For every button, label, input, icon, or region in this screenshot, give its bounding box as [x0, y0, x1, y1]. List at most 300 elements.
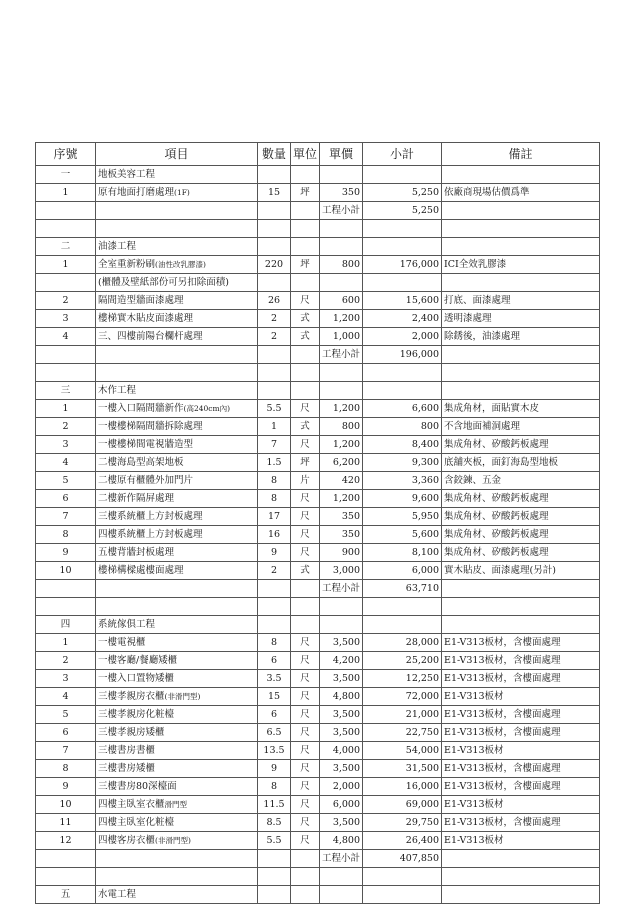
unit: 尺 [291, 490, 320, 508]
row-number: 8 [36, 526, 96, 544]
remark: E1-V313板材 [442, 832, 600, 850]
remark: 集成角材、矽酸鈣板處理 [442, 436, 600, 454]
empty-cell [291, 238, 320, 256]
row-subtotal: 176,000 [363, 256, 442, 274]
row-subtotal: 25,200 [363, 652, 442, 670]
section-header-row [36, 886, 600, 904]
table-row [36, 688, 600, 706]
row-subtotal: 69,000 [363, 796, 442, 814]
table-row [36, 634, 600, 652]
item-name [96, 706, 258, 724]
remark: 集成角材、矽酸鈣板處理 [442, 508, 600, 526]
section-total: 5,250 [363, 202, 442, 220]
unit: 尺 [291, 544, 320, 562]
empty-cell [96, 346, 258, 364]
subtotal-row [36, 202, 600, 220]
table-row [36, 472, 600, 490]
item-spec: (油性改乳膠漆) [155, 260, 206, 269]
item-spec: (非滑門型) [164, 692, 201, 701]
item-text: 三樓書房矮櫃 [98, 763, 156, 774]
remark: E1-V313板材，含樓面處理 [442, 706, 600, 724]
row-number: 4 [36, 688, 96, 706]
table-row [36, 778, 600, 796]
empty-cell [96, 220, 258, 238]
empty-cell [442, 598, 600, 616]
note-row [36, 274, 600, 292]
row-subtotal: 2,400 [363, 310, 442, 328]
unit: 尺 [291, 652, 320, 670]
row-subtotal: 72,000 [363, 688, 442, 706]
unit: 尺 [291, 634, 320, 652]
remark: E1-V313板材，含樓面處理 [442, 670, 600, 688]
item-text: 樓梯實木貼皮面漆處理 [98, 313, 194, 324]
section-total: 196,000 [363, 346, 442, 364]
empty-cell [320, 220, 363, 238]
item-name [96, 328, 258, 346]
empty-cell [291, 220, 320, 238]
item-name [96, 796, 258, 814]
quantity: 6.5 [258, 724, 291, 742]
table-row [36, 400, 600, 418]
item-name [96, 670, 258, 688]
subtotal-label: 工程小計 [320, 850, 363, 868]
unit-price: 3,500 [320, 760, 363, 778]
empty-cell [36, 850, 96, 868]
unit: 尺 [291, 400, 320, 418]
unit-price: 4,200 [320, 652, 363, 670]
quantity: 13.5 [258, 742, 291, 760]
unit-price: 3,500 [320, 670, 363, 688]
empty-cell [258, 886, 291, 904]
unit: 尺 [291, 292, 320, 310]
empty-cell [442, 382, 600, 400]
empty-cell [258, 850, 291, 868]
table-row [36, 724, 600, 742]
remark: 集成角材，面貼實木皮 [442, 400, 600, 418]
row-number: 1 [36, 256, 96, 274]
quantity: 6 [258, 706, 291, 724]
quantity: 2 [258, 328, 291, 346]
row-number: 3 [36, 310, 96, 328]
empty-cell [442, 850, 600, 868]
quantity: 9 [258, 544, 291, 562]
remark: 不含地面補洞處理 [442, 418, 600, 436]
section-header-row [36, 238, 600, 256]
item-name [96, 652, 258, 670]
empty-cell [96, 850, 258, 868]
table-row [36, 832, 600, 850]
table-row [36, 490, 600, 508]
remark: E1-V313板材，含樓面處理 [442, 634, 600, 652]
item-text: 四樓系統櫃上方封板處理 [98, 529, 203, 540]
remark: 含鉸鍊、五金 [442, 472, 600, 490]
quantity: 6 [258, 652, 291, 670]
item-text: 一樓客廳/餐廳矮櫃 [98, 655, 178, 666]
item-text: 一樓電視櫃 [98, 637, 146, 648]
empty-cell [363, 364, 442, 382]
unit-price: 1,200 [320, 436, 363, 454]
item-text: 二樓新作隔屏處理 [98, 493, 175, 504]
row-subtotal: 28,000 [363, 634, 442, 652]
row-number: 4 [36, 454, 96, 472]
quantity: 8 [258, 778, 291, 796]
item-name [96, 724, 258, 742]
unit: 坪 [291, 184, 320, 202]
unit-price: 1,000 [320, 328, 363, 346]
item-name [96, 634, 258, 652]
row-number: 6 [36, 490, 96, 508]
item-name [96, 436, 258, 454]
empty-cell [36, 580, 96, 598]
remark: E1-V313板材，含樓面處理 [442, 724, 600, 742]
item-name [96, 256, 258, 274]
quantity: 8 [258, 472, 291, 490]
remark: ICI全效乳膠漆 [442, 256, 600, 274]
table-row [36, 652, 600, 670]
item-name [96, 400, 258, 418]
row-number: 9 [36, 544, 96, 562]
empty-cell [363, 238, 442, 256]
row-number: 7 [36, 742, 96, 760]
item-name [96, 472, 258, 490]
quantity: 15 [258, 688, 291, 706]
unit-price: 3,500 [320, 634, 363, 652]
empty-cell [96, 580, 258, 598]
table-row [36, 184, 600, 202]
item-text: 五樓背牆封板處理 [98, 547, 175, 558]
remark: 透明漆處理 [442, 310, 600, 328]
empty-cell [442, 580, 600, 598]
subtotal-label: 工程小計 [320, 202, 363, 220]
row-subtotal: 5,950 [363, 508, 442, 526]
subtotal-label: 工程小計 [320, 580, 363, 598]
row-number: 1 [36, 400, 96, 418]
empty-cell [258, 220, 291, 238]
item-spec: (1F) [174, 188, 190, 197]
unit: 尺 [291, 760, 320, 778]
empty-cell [320, 166, 363, 184]
table-row [36, 256, 600, 274]
empty-cell [320, 382, 363, 400]
item-text: 三樓書房80深檯面 [98, 781, 177, 792]
header-price: 單價 [320, 143, 363, 166]
empty-cell [442, 238, 600, 256]
empty-cell [363, 220, 442, 238]
unit-price: 4,800 [320, 832, 363, 850]
row-subtotal: 2,000 [363, 328, 442, 346]
empty-cell [258, 580, 291, 598]
unit: 尺 [291, 796, 320, 814]
table-row [36, 742, 600, 760]
header-qty: 數量 [258, 143, 291, 166]
row-subtotal: 9,600 [363, 490, 442, 508]
unit: 式 [291, 328, 320, 346]
item-spec: 滑門型 [164, 800, 188, 809]
empty-cell [442, 616, 600, 634]
remark: 集成角材、矽酸鈣板處理 [442, 526, 600, 544]
item-text: 三、四樓前陽台欄杆處理 [98, 331, 203, 342]
table-row [36, 418, 600, 436]
row-number: 8 [36, 760, 96, 778]
item-text: 三樓書房書櫃 [98, 745, 156, 756]
quantity: 5.5 [258, 400, 291, 418]
section-total: 407,850 [363, 850, 442, 868]
empty-cell [258, 166, 291, 184]
unit-price: 350 [320, 508, 363, 526]
item-name [96, 688, 258, 706]
empty-cell [36, 598, 96, 616]
row-subtotal: 5,600 [363, 526, 442, 544]
unit: 坪 [291, 256, 320, 274]
unit-price: 1,200 [320, 400, 363, 418]
row-number: 12 [36, 832, 96, 850]
item-text: 一樓樓梯隔間牆拆除處理 [98, 421, 203, 432]
item-name [96, 184, 258, 202]
unit: 尺 [291, 508, 320, 526]
quantity: 2 [258, 310, 291, 328]
section-title: 木作工程 [96, 382, 258, 400]
row-number: 3 [36, 436, 96, 454]
unit: 尺 [291, 832, 320, 850]
row-number: 10 [36, 796, 96, 814]
unit-price: 350 [320, 526, 363, 544]
empty-cell [363, 382, 442, 400]
unit-price: 6,200 [320, 454, 363, 472]
quantity: 9 [258, 760, 291, 778]
empty-cell [291, 274, 320, 292]
empty-cell [291, 886, 320, 904]
item-name [96, 310, 258, 328]
header-remark: 備註 [442, 143, 600, 166]
empty-cell [258, 274, 291, 292]
remark: E1-V313板材，含樓面處理 [442, 760, 600, 778]
row-subtotal: 26,400 [363, 832, 442, 850]
item-text: 二樓海島型高架地板 [98, 457, 184, 468]
empty-cell [442, 166, 600, 184]
empty-cell [291, 364, 320, 382]
item-name [96, 778, 258, 796]
empty-cell [96, 364, 258, 382]
unit-price: 900 [320, 544, 363, 562]
row-subtotal: 29,750 [363, 814, 442, 832]
quantity: 1 [258, 418, 291, 436]
empty-cell [291, 202, 320, 220]
empty-cell [291, 598, 320, 616]
item-text: 隔間造型牆面漆處理 [98, 295, 184, 306]
empty-cell [258, 598, 291, 616]
empty-cell [320, 616, 363, 634]
section-number: 四 [36, 616, 96, 634]
header-no: 序號 [36, 143, 96, 166]
empty-cell [363, 598, 442, 616]
section-header-row [36, 616, 600, 634]
empty-cell [258, 346, 291, 364]
item-text: 樓梯構樑處樓面處理 [98, 565, 184, 576]
item-text: 一樓入口隔間牆新作 [98, 403, 184, 414]
row-number: 3 [36, 670, 96, 688]
empty-cell [291, 166, 320, 184]
remark: E1-V313板材 [442, 688, 600, 706]
quantity: 2 [258, 562, 291, 580]
remark: E1-V313板材 [442, 796, 600, 814]
empty-cell [291, 346, 320, 364]
header-unit: 單位 [291, 143, 320, 166]
header-subtotal: 小計 [363, 143, 442, 166]
empty-cell [363, 616, 442, 634]
table-row [36, 436, 600, 454]
empty-cell [363, 166, 442, 184]
section-title: 系統傢俱工程 [96, 616, 258, 634]
subtotal-row [36, 850, 600, 868]
section-title: 油漆工程 [96, 238, 258, 256]
empty-cell [258, 202, 291, 220]
item-name [96, 742, 258, 760]
table-body [36, 166, 600, 904]
quantity: 1.5 [258, 454, 291, 472]
empty-cell [291, 850, 320, 868]
row-number: 2 [36, 292, 96, 310]
remark: 集成角材、矽酸鈣板處理 [442, 544, 600, 562]
row-number: 5 [36, 472, 96, 490]
empty-cell [258, 238, 291, 256]
row-number: 11 [36, 814, 96, 832]
empty-cell [291, 616, 320, 634]
empty-cell [320, 598, 363, 616]
empty-cell [320, 886, 363, 904]
quantity: 8 [258, 490, 291, 508]
empty-cell [363, 274, 442, 292]
remark: E1-V313板材，含樓面處理 [442, 778, 600, 796]
unit-price: 3,500 [320, 724, 363, 742]
subtotal-row [36, 580, 600, 598]
header-row [36, 143, 600, 166]
unit-price: 1,200 [320, 310, 363, 328]
section-number: 五 [36, 886, 96, 904]
row-number: 9 [36, 778, 96, 796]
row-number: 4 [36, 328, 96, 346]
remark: 底舖夾板，面釘海島型地板 [442, 454, 600, 472]
remark: 依廠商現場估價爲準 [442, 184, 600, 202]
item-text: 原有地面打磨處理 [98, 187, 175, 198]
remark: 集成角材、矽酸鈣板處理 [442, 490, 600, 508]
section-title: 水電工程 [96, 886, 258, 904]
row-subtotal: 800 [363, 418, 442, 436]
empty-cell [258, 616, 291, 634]
unit-price: 3,500 [320, 706, 363, 724]
item-spec: (高240cm內) [183, 404, 230, 413]
empty-cell [320, 364, 363, 382]
row-number: 6 [36, 724, 96, 742]
spacer-row [36, 220, 600, 238]
item-name [96, 292, 258, 310]
empty-cell [442, 202, 600, 220]
row-subtotal: 31,500 [363, 760, 442, 778]
table-row [36, 526, 600, 544]
item-text: 一樓樓梯間電視牆造型 [98, 439, 194, 450]
unit-price: 4,800 [320, 688, 363, 706]
empty-cell [36, 364, 96, 382]
unit: 尺 [291, 814, 320, 832]
row-subtotal: 16,000 [363, 778, 442, 796]
row-subtotal: 22,750 [363, 724, 442, 742]
unit-price: 1,200 [320, 490, 363, 508]
empty-cell [36, 220, 96, 238]
unit: 尺 [291, 670, 320, 688]
item-text: 全室重新粉刷 [98, 259, 156, 270]
row-subtotal: 3,360 [363, 472, 442, 490]
item-text: 三樓孝親房矮櫃 [98, 727, 165, 738]
item-name [96, 526, 258, 544]
empty-cell [96, 598, 258, 616]
table-row [36, 508, 600, 526]
unit: 式 [291, 310, 320, 328]
table-row [36, 670, 600, 688]
table-row [36, 814, 600, 832]
item-name [96, 544, 258, 562]
empty-cell [320, 274, 363, 292]
row-number: 1 [36, 184, 96, 202]
unit: 尺 [291, 436, 320, 454]
empty-cell [291, 580, 320, 598]
subtotal-row [36, 346, 600, 364]
row-subtotal: 12,250 [363, 670, 442, 688]
section-total: 63,710 [363, 580, 442, 598]
unit-price: 800 [320, 256, 363, 274]
table-row [36, 292, 600, 310]
section-title: 地板美容工程 [96, 166, 258, 184]
item-name [96, 454, 258, 472]
remark: E1-V313板材 [442, 742, 600, 760]
quantity: 11.5 [258, 796, 291, 814]
row-subtotal: 8,400 [363, 436, 442, 454]
quantity: 17 [258, 508, 291, 526]
empty-cell [320, 238, 363, 256]
quantity: 7 [258, 436, 291, 454]
section-number: 三 [36, 382, 96, 400]
empty-cell [258, 364, 291, 382]
empty-cell [96, 202, 258, 220]
unit-price: 4,000 [320, 742, 363, 760]
item-text: 三樓系統櫃上方封板處理 [98, 511, 203, 522]
section-number: 二 [36, 238, 96, 256]
unit-price: 3,000 [320, 562, 363, 580]
unit: 尺 [291, 742, 320, 760]
table-row [36, 706, 600, 724]
item-note: (櫃體及壁紙部份可另扣除面積) [96, 274, 258, 292]
empty-cell [442, 274, 600, 292]
empty-cell [36, 202, 96, 220]
row-subtotal: 9,300 [363, 454, 442, 472]
row-subtotal: 5,250 [363, 184, 442, 202]
quantity: 5.5 [258, 832, 291, 850]
remark: 實木貼皮、面漆處理(另計) [442, 562, 600, 580]
empty-cell [363, 886, 442, 904]
item-text: 一樓入口置物矮櫃 [98, 673, 175, 684]
quantity: 8.5 [258, 814, 291, 832]
row-subtotal: 6,000 [363, 562, 442, 580]
spacer-row [36, 598, 600, 616]
empty-cell [36, 274, 96, 292]
section-header-row [36, 382, 600, 400]
header-item: 項目 [96, 143, 258, 166]
item-name [96, 760, 258, 778]
row-subtotal: 21,000 [363, 706, 442, 724]
table-row [36, 760, 600, 778]
item-text: 三樓孝親房衣櫃 [98, 691, 165, 702]
section-header-row [36, 166, 600, 184]
quantity: 3.5 [258, 670, 291, 688]
empty-cell [442, 220, 600, 238]
